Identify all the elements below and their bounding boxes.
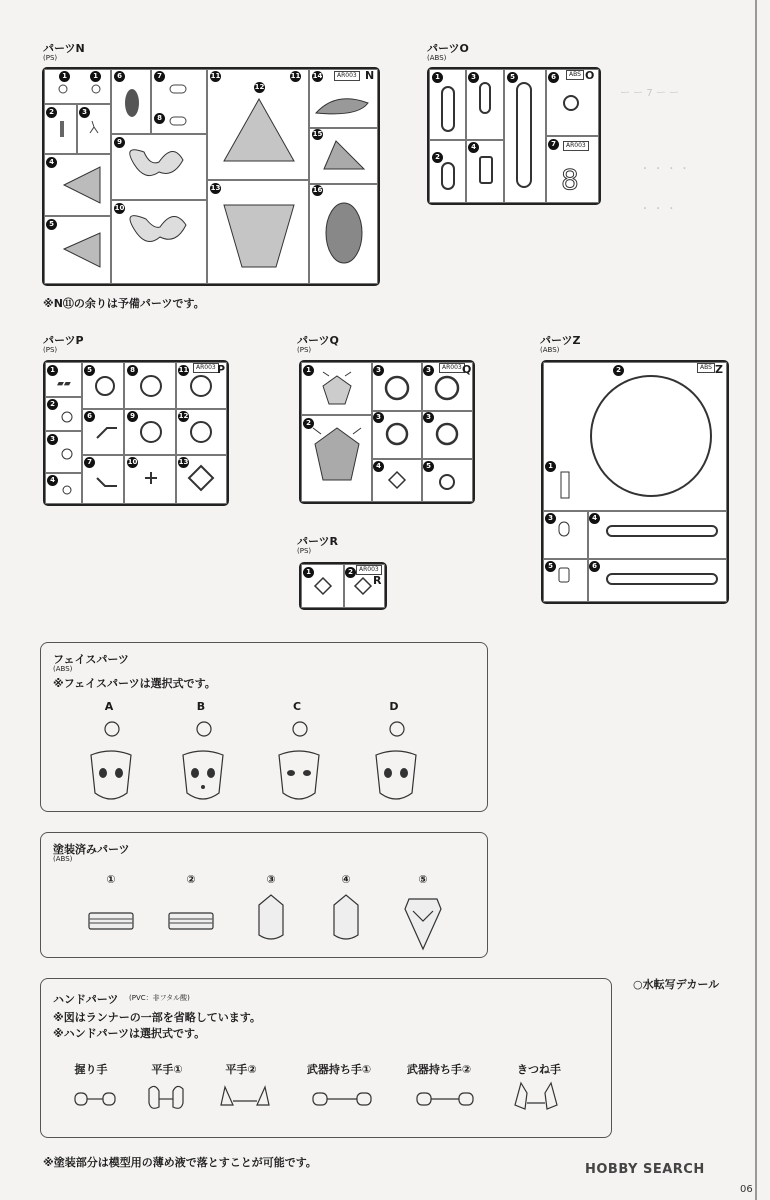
footer-note: ※塗装部分は模型用の薄め液で落とすことが可能です。 (43, 1156, 317, 1169)
part-number: 1 (545, 461, 556, 472)
hand-label-weapon-2: 武器持ち手② (406, 1063, 472, 1076)
parts-r-title: パーツR (297, 535, 339, 548)
part-number: 5 (545, 561, 556, 572)
painted-material: (ABS) (53, 855, 73, 863)
part-number: 10 (127, 458, 138, 466)
parts-n-title: パーツN (43, 42, 85, 55)
part-number: 9 (127, 411, 138, 422)
hand-label-fox: きつね手 (517, 1063, 561, 1076)
page-edge-line (755, 0, 757, 1200)
face-note: ※フェイスパーツは選択式です。 (53, 677, 216, 690)
face-option-d: D (389, 700, 399, 713)
runner-letter: Z (715, 363, 723, 376)
part-number: 5 (46, 219, 57, 230)
part-number: 1 (432, 72, 443, 83)
part-number: 10 (114, 204, 125, 212)
part-number: 3 (423, 365, 434, 376)
hand-title: ハンドパーツ (53, 993, 119, 1006)
part-number: 6 (589, 561, 600, 572)
painted-item-5: ⑤ (418, 873, 428, 886)
page-number: 06 (740, 1184, 753, 1195)
part-number: 2 (46, 107, 57, 118)
part-number: 12 (178, 412, 189, 420)
runner-q (299, 360, 475, 504)
runner-r (299, 562, 387, 610)
part-number: 1 (303, 365, 314, 376)
painted-item-2: ② (186, 873, 196, 886)
part-number: 1 (59, 71, 70, 82)
face-illustrations (41, 715, 487, 807)
runner-code: ABS (566, 70, 584, 80)
part-number: 4 (373, 461, 384, 472)
runner-letter: P (217, 363, 226, 376)
part-number: 11 (178, 366, 189, 374)
parts-q-material: (PS) (297, 346, 312, 354)
runner-letter: R (373, 574, 382, 587)
part-number: 5 (507, 72, 518, 83)
hand-label-grip: 握り手 (74, 1063, 108, 1076)
part-number: 7 (548, 139, 559, 150)
ghost-text: ・ ・ ・ (640, 204, 677, 215)
runner-letter: N (365, 69, 375, 82)
ghost-text: ・ ・ ・ ・ (640, 164, 690, 175)
decal-label: ○水転写デカール (633, 978, 720, 991)
parts-p-material: (PS) (43, 346, 58, 354)
watermark: HOBBY SEARCH (585, 1162, 705, 1177)
part-number: 5 (423, 461, 434, 472)
runner-z-parts (543, 362, 727, 602)
parts-o-material: (ABS) (427, 54, 447, 62)
part-number: 1 (47, 365, 58, 376)
part-number: 3 (423, 412, 434, 423)
part-number: 2 (613, 365, 624, 376)
runner-n-parts (44, 69, 378, 284)
part-number: 2 (432, 152, 443, 163)
face-option-a: A (104, 700, 114, 713)
parts-z-material: (ABS) (540, 346, 560, 354)
part-number: 11 (290, 72, 301, 80)
painted-item-3: ③ (266, 873, 276, 886)
runner-code: AR003 (439, 363, 465, 373)
part-number: 6 (114, 71, 125, 82)
hand-note-2: ※ハンドパーツは選択式です。 (53, 1027, 206, 1040)
part-number: 4 (468, 142, 479, 153)
runner-q-parts (301, 362, 473, 502)
part-number: 4 (46, 157, 57, 168)
parts-q-title: パーツQ (297, 334, 339, 347)
painted-item-1: ① (106, 873, 116, 886)
runner-z (541, 360, 729, 604)
runner-code: AR003 (193, 363, 219, 373)
parts-n-material: (PS) (43, 54, 58, 62)
part-number: 3 (373, 365, 384, 376)
part-number: 9 (114, 137, 125, 148)
part-number: 8 (127, 365, 138, 376)
svg-text:▰▰: ▰▰ (57, 379, 71, 389)
painted-item-4: ④ (341, 873, 351, 886)
face-material: (ABS) (53, 665, 73, 673)
part-number: 13 (178, 458, 189, 466)
part-number: 3 (468, 72, 479, 83)
face-title: フェイスパーツ (53, 653, 129, 666)
part-number: 4 (47, 475, 58, 486)
face-option-c: C (292, 700, 302, 713)
parts-o-title: パーツO (427, 42, 469, 55)
part-number: 3 (373, 412, 384, 423)
part-number: 4 (589, 513, 600, 524)
part-number: 6 (84, 411, 95, 422)
runner-p (43, 360, 229, 506)
runner-code: AR003 (563, 141, 589, 151)
svg-text:8: 8 (561, 163, 579, 196)
painted-illustrations (41, 889, 487, 955)
runner-o-parts (429, 69, 599, 203)
part-number: 15 (312, 130, 323, 138)
part-number: 2 (303, 418, 314, 429)
hand-label-flat-1: 平手① (151, 1063, 183, 1076)
runner-p-parts (45, 362, 227, 504)
part-number: 14 (312, 72, 323, 80)
hand-note-1: ※図はランナーの一部を省略しています。 (53, 1011, 261, 1024)
parts-n-note: ※N⑪の余りは予備パーツです。 (43, 297, 205, 310)
runner-n (42, 67, 380, 286)
part-number: 3 (79, 107, 90, 118)
hand-illustrations (41, 1079, 611, 1119)
hand-material: (PVC：非フタル酸) (129, 994, 190, 1002)
runner-letter: O (585, 69, 595, 82)
painted-parts-box (40, 832, 488, 958)
part-number: 2 (47, 399, 58, 410)
parts-r-material: (PS) (297, 547, 312, 555)
hand-parts-box (40, 978, 612, 1138)
part-number: 1 (303, 567, 314, 578)
part-number: 3 (545, 513, 556, 524)
part-number: 1 (90, 71, 101, 82)
part-number: 7 (154, 71, 165, 82)
runner-code: AR003 (334, 71, 360, 81)
runner-o (427, 67, 601, 205)
part-number: 13 (210, 184, 221, 192)
runner-code: ABS (697, 363, 715, 373)
runner-letter: Q (462, 363, 472, 376)
face-parts-box (40, 642, 488, 812)
part-number: 3 (47, 434, 58, 445)
part-number: 16 (312, 186, 323, 194)
parts-z-title: パーツZ (540, 334, 581, 347)
parts-p-title: パーツP (43, 334, 84, 347)
part-number: 2 (345, 567, 356, 578)
part-number: 11 (210, 72, 221, 80)
hand-label-weapon-1: 武器持ち手① (306, 1063, 372, 1076)
face-option-b: B (196, 700, 206, 713)
ghost-text: ー ー 7 ー ー (620, 88, 680, 99)
part-number: 8 (154, 113, 165, 124)
painted-title: 塗装済みパーツ (53, 843, 130, 856)
part-number: 12 (254, 83, 265, 91)
part-number: 7 (84, 457, 95, 468)
hand-label-flat-2: 平手② (225, 1063, 257, 1076)
runner-code: AR003 (356, 565, 382, 575)
part-number: 6 (548, 72, 559, 83)
part-number: 5 (84, 365, 95, 376)
